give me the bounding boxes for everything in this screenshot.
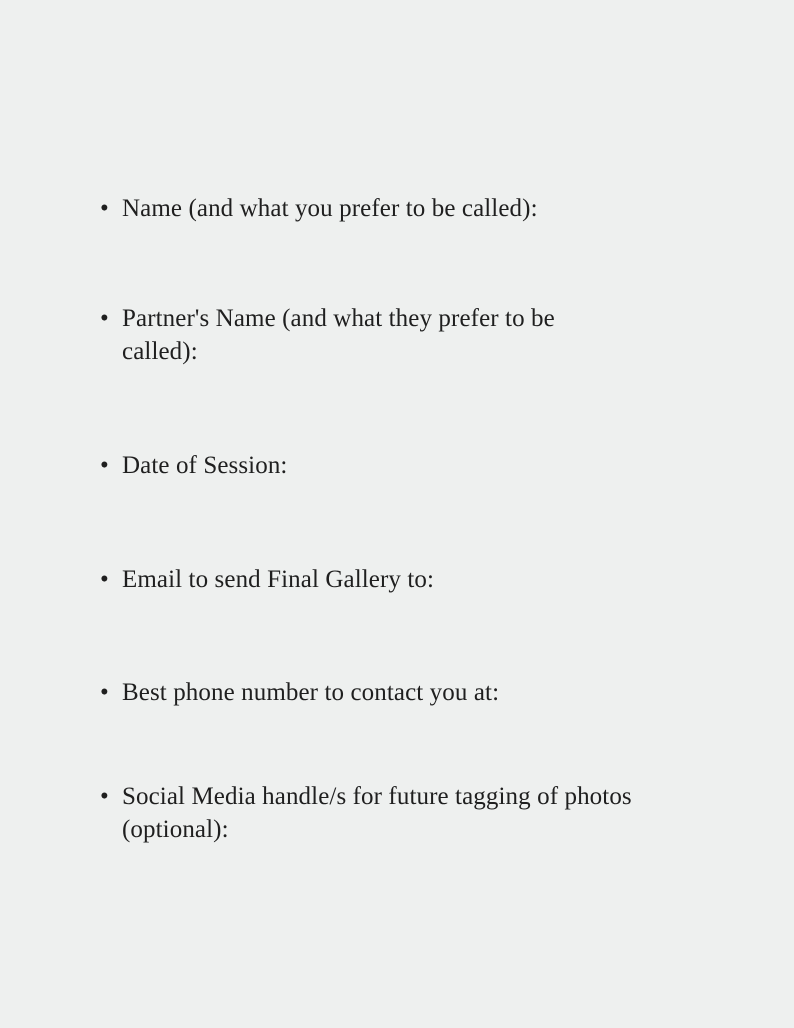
field-label-name: Name (and what you prefer to be called): [122, 195, 538, 222]
field-phone [98, 676, 499, 709]
bullet-marker: • [100, 195, 109, 222]
field-label-social-media: Social Media handle/s for future tagging of photos (optional): [122, 783, 632, 843]
field-email [98, 563, 434, 596]
field-label-date-of-session: Date of Session: [122, 452, 288, 479]
bullet-marker: • [100, 305, 109, 332]
field-partner-name [98, 302, 582, 368]
bullet-marker: • [100, 783, 109, 810]
field-label-email: Email to send Final Gallery to: [122, 566, 435, 593]
field-name [98, 192, 538, 225]
field-date-of-session [98, 449, 287, 482]
bullet-marker: • [100, 566, 109, 593]
field-label-partner-name: Partner's Name (and what they prefer to be called): [122, 305, 555, 365]
bullet-marker: • [100, 452, 109, 479]
bullet-marker: • [100, 679, 109, 706]
field-social-media [98, 780, 702, 846]
field-label-phone: Best phone number to contact you at: [122, 679, 500, 706]
